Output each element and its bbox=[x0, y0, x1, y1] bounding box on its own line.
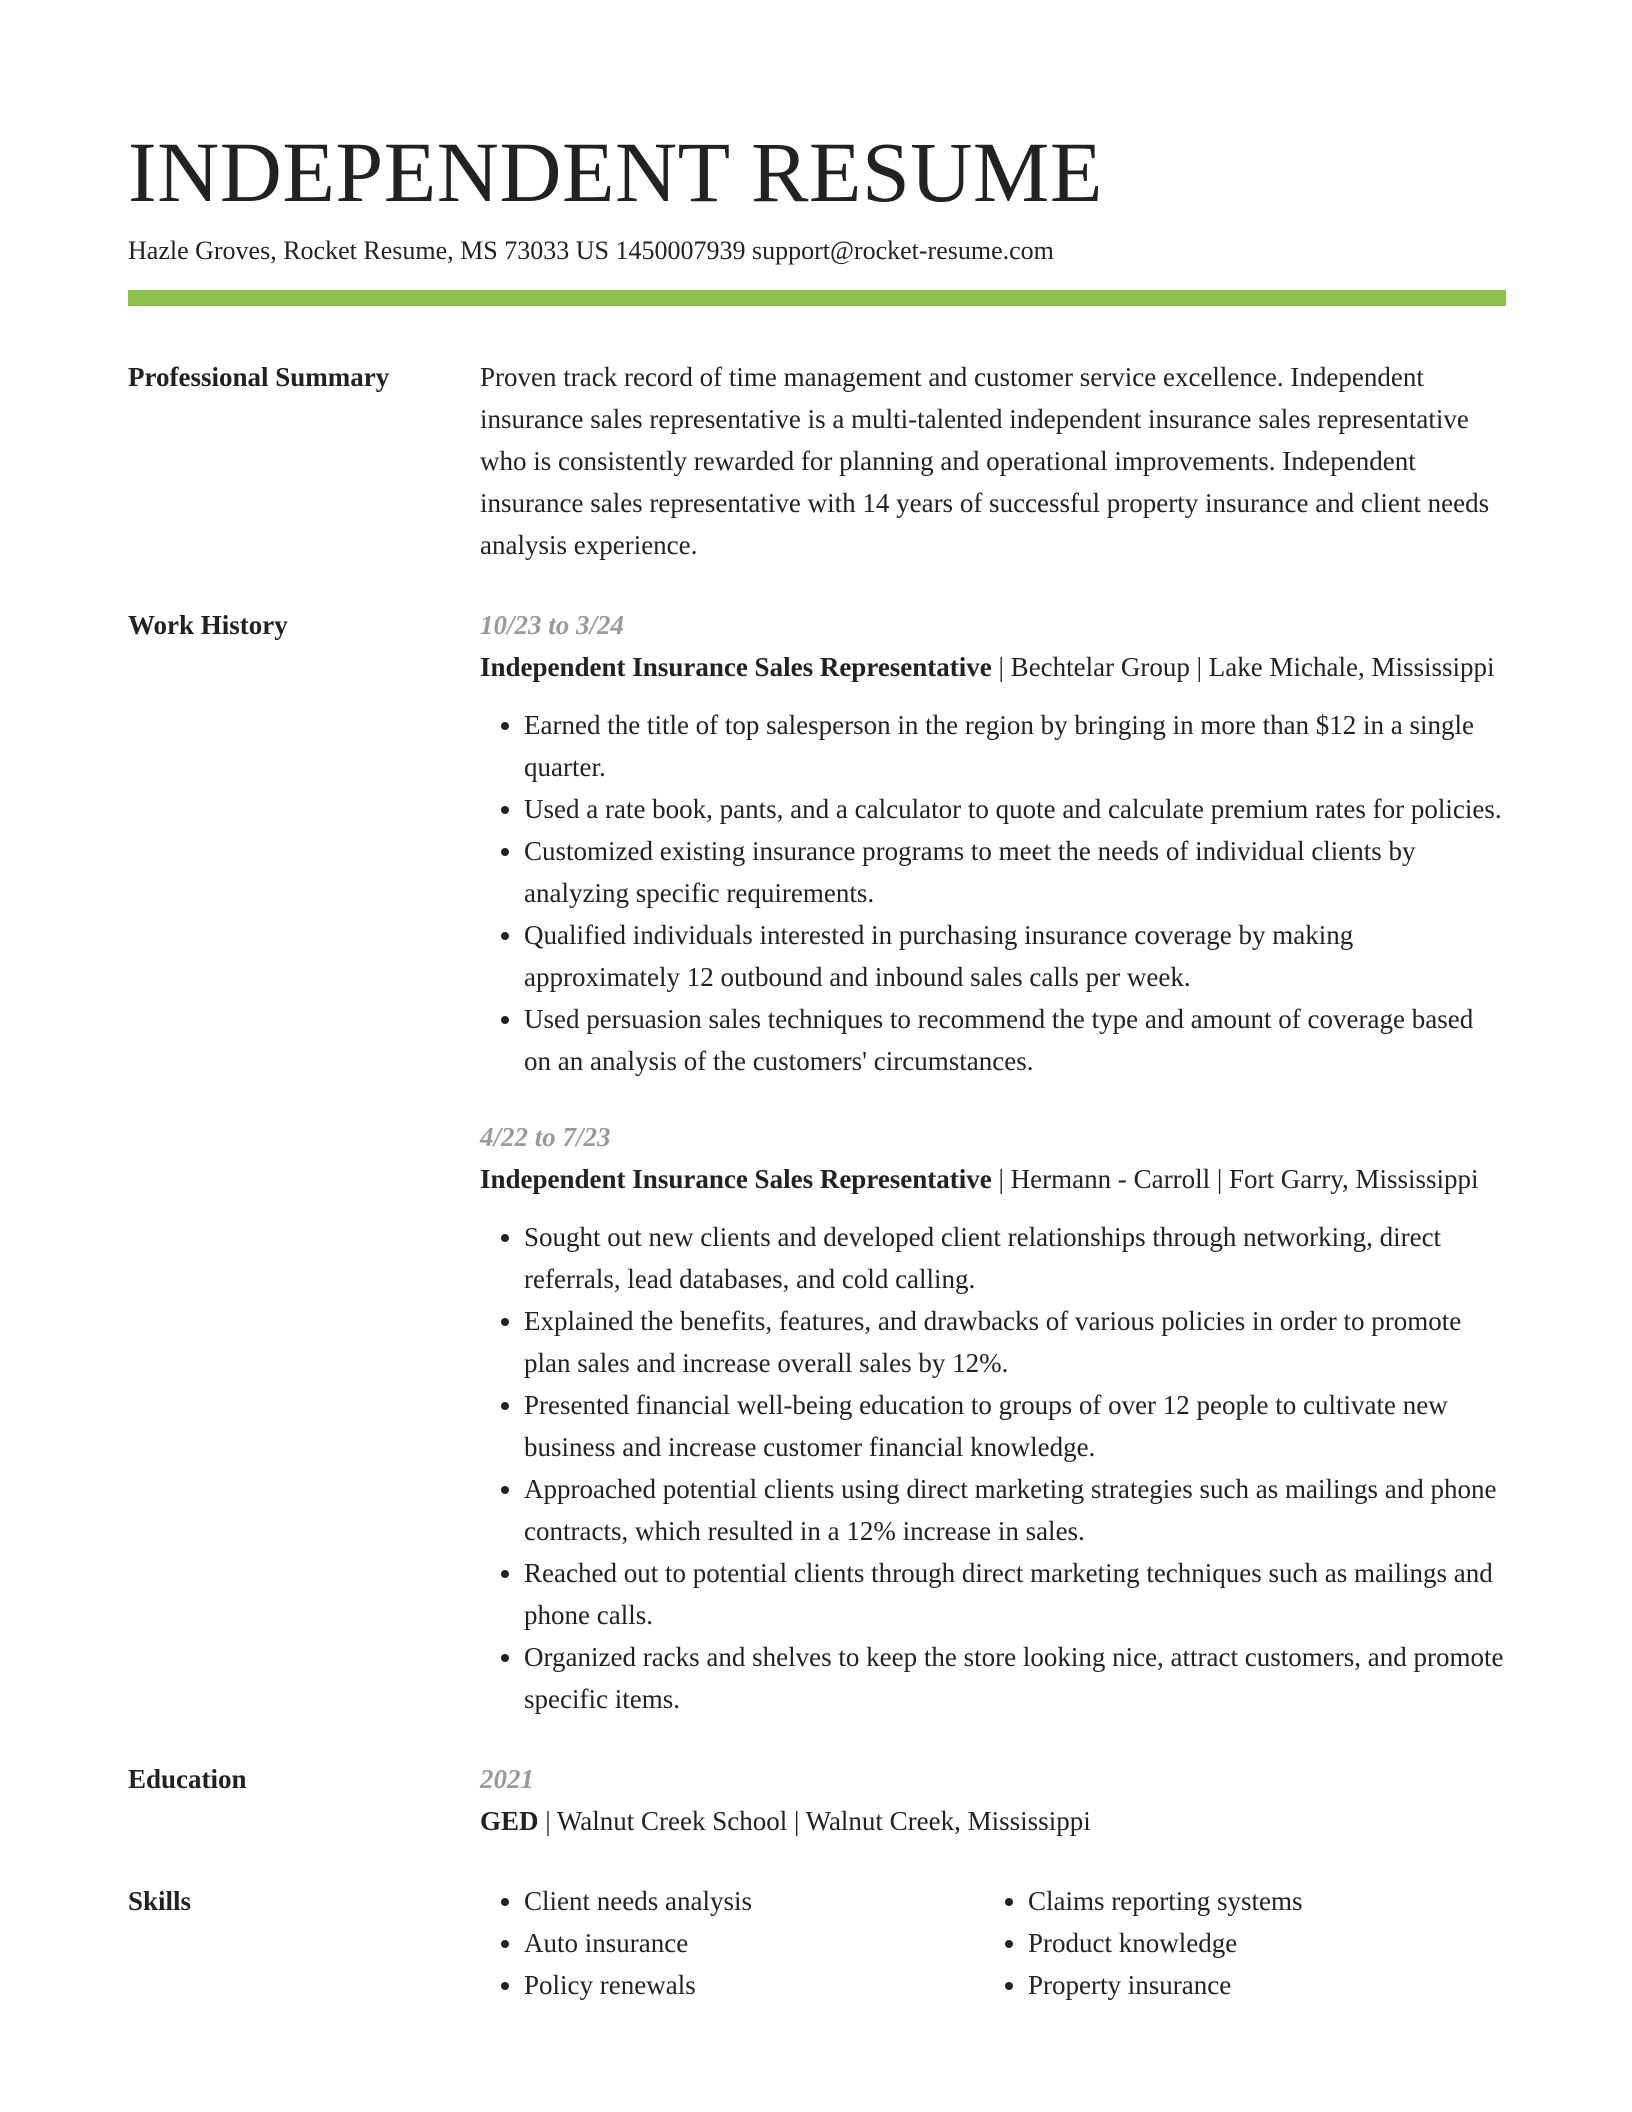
contact-phone: 1450007939 bbox=[615, 236, 746, 265]
skills-heading: Skills bbox=[128, 1886, 192, 1916]
job-entry bbox=[480, 604, 1506, 1082]
skill-item: • Property insurance bbox=[1028, 1964, 1488, 2006]
skill-item: • Product knowledge bbox=[1028, 1922, 1488, 1964]
work-history-heading: Work History bbox=[128, 610, 288, 640]
job-bullets bbox=[480, 1216, 1506, 1720]
contact-email[interactable]: support@rocket-resume.com bbox=[751, 236, 1054, 265]
job-bullet: • Used persuasion sales techniques to recommend the type and amount of coverage based on an analysis of the customers' circumstances. bbox=[524, 998, 1506, 1082]
job-bullet: • Sought out new clients and developed client relationships through networking, direct referrals, lead databases, and cold calling. bbox=[524, 1216, 1506, 1300]
summary-heading: Professional Summary bbox=[128, 362, 390, 392]
resume-title: INDEPENDENT RESUME bbox=[128, 124, 1103, 220]
education-details: | Walnut Creek School | Walnut Creek, Mississippi bbox=[538, 1806, 1091, 1836]
job-bullet: • Used a rate book, pants, and a calculator to quote and calculate premium rates for policies. bbox=[524, 788, 1506, 830]
summary-section bbox=[128, 356, 1506, 566]
job-entry bbox=[480, 1116, 1506, 1720]
education-degree: GED bbox=[480, 1806, 539, 1836]
accent-divider bbox=[128, 290, 1506, 306]
skills-column-left bbox=[480, 1880, 984, 2006]
education-line bbox=[480, 1800, 1506, 1842]
skill-item: • Claims reporting systems bbox=[1028, 1880, 1488, 1922]
job-details: | Bechtelar Group | Lake Michale, Mississippi bbox=[991, 652, 1495, 682]
job-bullet: • Approached potential clients using direct marketing strategies such as mailings and phone contracts, which resulted in a 12% increase in sales. bbox=[524, 1468, 1506, 1552]
job-bullet: • Presented financial well-being education to groups of over 12 people to cultivate new business and increase customer financial knowledge. bbox=[524, 1384, 1506, 1468]
skill-item: • Client needs analysis bbox=[524, 1880, 984, 1922]
job-bullet: • Reached out to potential clients through direct marketing techniques such as mailings and phone calls. bbox=[524, 1552, 1506, 1636]
contact-company: Rocket Resume, bbox=[283, 236, 454, 265]
work-history-section bbox=[128, 604, 1506, 1720]
job-dates: 4/22 to 7/23 bbox=[480, 1122, 611, 1152]
contact-name: Hazle Groves, bbox=[128, 236, 277, 265]
job-bullet: • Organized racks and shelves to keep the store looking nice, attract customers, and promote specific items. bbox=[524, 1636, 1506, 1720]
job-bullets bbox=[480, 704, 1506, 1082]
skill-item: • Auto insurance bbox=[524, 1922, 984, 1964]
summary-text: Proven track record of time management and customer service excellence. Independent insurance sales representative is a multi-talented independent insurance sales representative who is consistently rewarded for planning and operational improvements. Independent insurance sales representative with 14 years of successful property insurance and client needs analysis experience. bbox=[480, 362, 1490, 560]
skills-column-right bbox=[984, 1880, 1488, 2006]
job-bullet: • Customized existing insurance programs to meet the needs of individual clients by analyzing specific requirements. bbox=[524, 830, 1506, 914]
contact-location: MS 73033 US bbox=[460, 236, 609, 265]
job-bullet: • Qualified individuals interested in purchasing insurance coverage by making approximately 12 outbound and inbound sales calls per week. bbox=[524, 914, 1506, 998]
skills-section bbox=[128, 1880, 1506, 2006]
contact-line bbox=[128, 234, 1506, 268]
education-heading: Education bbox=[128, 1764, 247, 1794]
skill-item: • Policy renewals bbox=[524, 1964, 984, 2006]
job-bullet: • Earned the title of top salesperson in the region by bringing in more than $12 in a single quarter. bbox=[524, 704, 1506, 788]
job-title: Independent Insurance Sales Representative bbox=[480, 1164, 992, 1194]
job-role-line bbox=[480, 1158, 1506, 1200]
education-section bbox=[128, 1758, 1506, 1842]
job-title: Independent Insurance Sales Representative bbox=[480, 652, 992, 682]
job-bullet: • Explained the benefits, features, and drawbacks of various policies in order to promote plan sales and increase overall sales by 12%. bbox=[524, 1300, 1506, 1384]
job-details: | Hermann - Carroll | Fort Garry, Mississippi bbox=[991, 1164, 1479, 1194]
job-dates: 10/23 to 3/24 bbox=[480, 610, 625, 640]
education-year: 2021 bbox=[480, 1764, 534, 1794]
resume-page bbox=[128, 118, 1506, 2006]
job-role-line bbox=[480, 646, 1506, 688]
